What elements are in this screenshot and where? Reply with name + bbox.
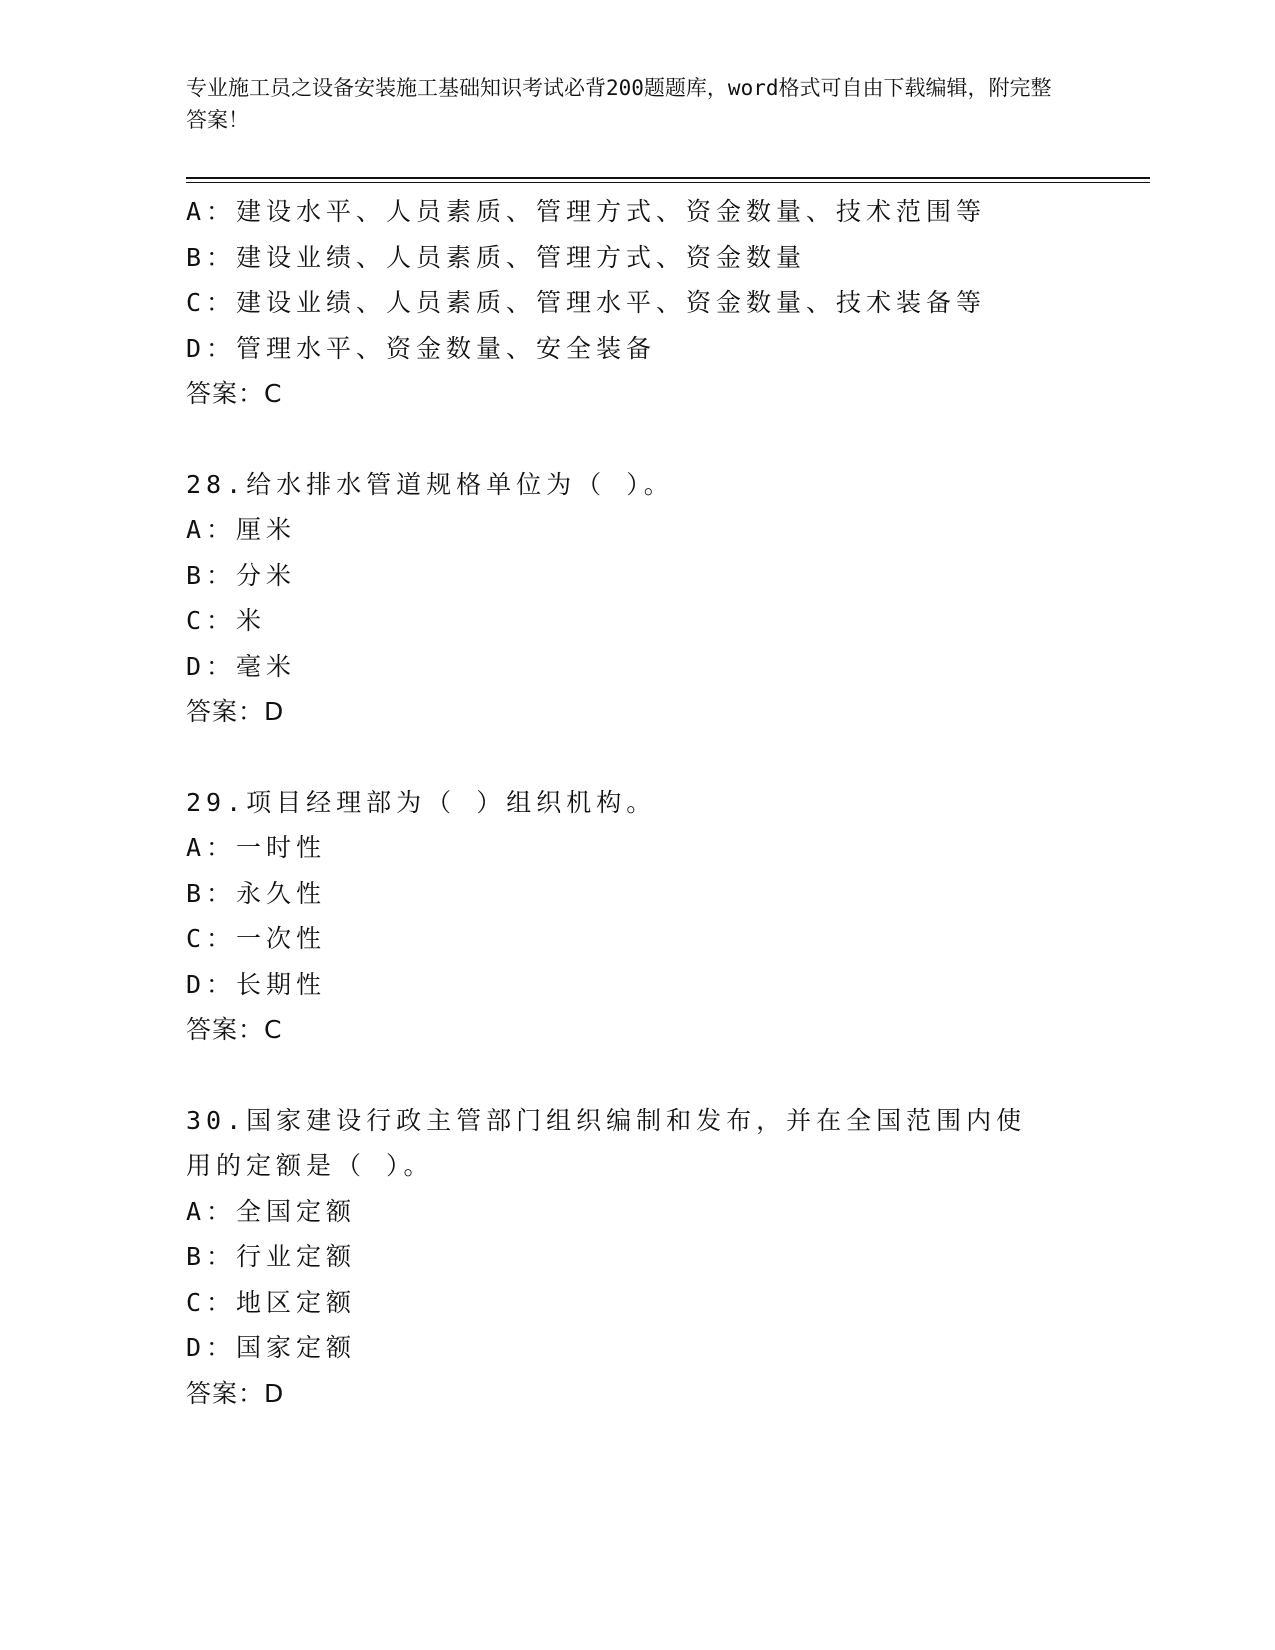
spacer [186,1053,1086,1098]
option-c: C：一次性 [186,924,327,953]
question-block [186,462,1086,735]
spacer [186,735,1086,780]
header-rule-thick [186,177,1150,179]
question-stem: 29.项目经理部为（ ）组织机构。 [186,787,657,817]
option-d: D：管理水平、资金数量、安全装备 [186,333,657,363]
answer: 答案：C [186,379,283,408]
option-c: C：建设业绩、人员素质、管理水平、资金数量、技术装备等 [186,288,987,317]
option-d: D：国家定额 [186,1333,357,1362]
option-b: B：行业定额 [186,1242,357,1271]
answer: 答案：D [186,697,285,726]
option-a: A：一时性 [186,833,327,862]
document-title: 专业施工员之设备安装施工基础知识考试必背200题题库，word格式可自由下载编辑，附完整答案！ [186,76,1052,132]
question-block [186,1098,1086,1417]
option-a: A：全国定额 [186,1196,357,1226]
option-b: B：永久性 [186,878,327,908]
question-block [186,189,1086,417]
option-d: D：毫米 [186,651,297,681]
question-stem: 28.给水排水管道规格单位为（ ）。 [186,469,674,499]
option-a: A：厘米 [186,515,297,544]
answer: 答案：C [186,1015,283,1044]
option-b: B：分米 [186,560,297,590]
option-c: C：米 [186,606,267,635]
answer: 答案：D [186,1378,285,1408]
question-block [186,780,1086,1053]
option-b: B：建设业绩、人员素质、管理方式、资金数量 [186,242,807,272]
question-list [186,189,1086,1416]
option-c: C：地区定额 [186,1287,357,1317]
option-a: A：建设水平、人员素质、管理方式、资金数量、技术范围等 [186,197,987,226]
spacer [186,417,1086,462]
header-rule-thin [186,182,1150,183]
option-d: D：长期性 [186,969,327,999]
question-stem: 30.国家建设行政主管部门组织编制和发布，并在全国范围内使用的定额是（ ）。 [186,1105,1027,1180]
